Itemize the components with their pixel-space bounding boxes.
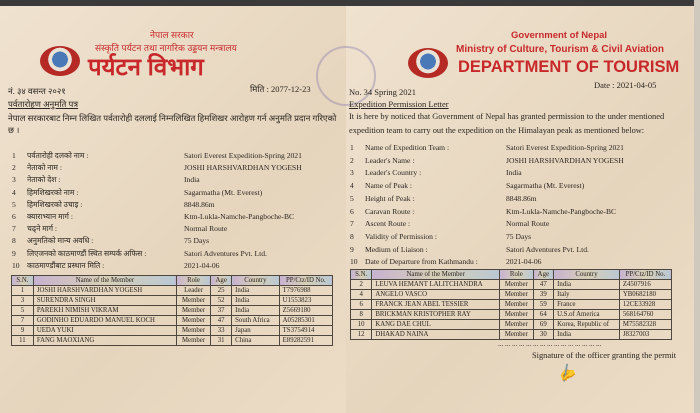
signature-handwriting: ✍ — [554, 362, 579, 386]
ministry-np: संस्कृति पर्यटन तथा नागरिक उड्डयन मन्त्रालय — [95, 43, 237, 53]
column-header: S.N. — [12, 276, 34, 286]
table-row — [12, 326, 333, 336]
table-cell: U1553823 — [279, 296, 332, 306]
detail-number: 4 — [350, 181, 354, 191]
column-header: Role — [176, 276, 210, 286]
table-cell: 7 — [12, 316, 34, 326]
members-table-left — [11, 275, 333, 346]
column-header: Name of the Member — [33, 276, 176, 286]
table-cell: 1 — [12, 286, 34, 296]
table-cell: India — [232, 306, 279, 316]
table-cell: Member — [176, 296, 210, 306]
table-cell: 30 — [533, 330, 553, 340]
table-cell: Leader — [176, 286, 210, 296]
detail-number: 9 — [350, 244, 354, 254]
detail-value: India — [506, 168, 522, 178]
dept-title-np: पर्यटन विभाग — [88, 54, 204, 81]
detail-label: पर्वतारोही दलको नाम : — [27, 151, 89, 160]
table-header — [351, 270, 672, 280]
detail-value: India — [184, 175, 200, 185]
table-cell: 52 — [211, 296, 232, 306]
table-cell: 6 — [351, 300, 372, 310]
table-cell: Korea, Republic of — [554, 320, 620, 330]
table-cell: J8327003 — [619, 330, 671, 340]
column-header: PP/Ctz/ID No. — [619, 270, 671, 280]
column-header: Name of the Member — [372, 270, 500, 280]
column-header: Age — [533, 270, 553, 280]
detail-label: हिमशिखरको नाम : — [27, 187, 79, 197]
signature-line: ... ... ... ... ... ... ... ... ... ... ... ... ... ... ... — [498, 340, 602, 348]
table-cell: A05285301 — [279, 316, 332, 326]
table-cell: U.S.of America — [554, 310, 620, 320]
table-cell: Japan — [232, 326, 279, 336]
detail-number: 9 — [12, 248, 16, 258]
detail-value: 8848.86m — [506, 193, 537, 203]
table-cell: 37 — [211, 306, 232, 316]
detail-label: Leader's Country : — [365, 168, 422, 178]
detail-label: Validity of Permission : — [365, 231, 437, 241]
table-cell: China — [232, 336, 279, 346]
detail-label: नेताको नाम : — [27, 163, 62, 173]
detail-label: लिएजनको काठमाण्डौं स्थित सम्पर्क अफिस : — [27, 248, 147, 258]
table-cell: SURENDRA SINGH — [33, 296, 176, 306]
detail-number: 7 — [12, 224, 16, 234]
table-cell: GODINHO EDUARDO MANUEL KOCH — [33, 316, 176, 326]
table-cell: 64 — [533, 310, 553, 320]
detail-label: Leader's Name : — [365, 155, 415, 165]
detail-number: 3 — [12, 175, 16, 185]
table-cell: KANG DAE CHUL — [372, 320, 500, 330]
table-cell: 12CE33928 — [619, 300, 671, 310]
detail-value: Normal Route — [506, 219, 550, 229]
table-cell: 25 — [211, 286, 232, 296]
table-row — [351, 320, 672, 330]
nepal-emblem-icon — [40, 46, 80, 76]
table-cell: Member — [500, 290, 534, 300]
table-cell: LEUVA HEMANT LALITCHANDRA — [372, 280, 500, 290]
detail-value: 2021-04-06 — [506, 257, 542, 267]
table-cell: 12 — [351, 330, 372, 340]
column-header: Country — [554, 270, 620, 280]
table-cell: 11 — [12, 336, 34, 346]
table-cell: YB0682180 — [619, 290, 671, 300]
detail-value: Satori Everest Expedition-Spring 2021 — [506, 143, 624, 152]
table-cell: South Africa — [232, 316, 279, 326]
table-cell: JOSHI HARSHVARDHAN YOGESH — [33, 286, 176, 296]
ref-no-en: No. 34 Spring 2021 — [349, 87, 417, 97]
detail-number: 5 — [350, 193, 354, 203]
gov-title-en: Government of Nepal — [511, 30, 608, 41]
detail-number: 8 — [350, 231, 354, 241]
detail-number: 10 — [12, 260, 20, 270]
table-cell: India — [554, 280, 620, 290]
detail-label: नेताको देश : — [27, 175, 61, 185]
detail-value: JOSHI HARSHVARDHAN YOGESH — [184, 163, 302, 173]
table-cell: India — [232, 296, 279, 306]
detail-label: Caravan Route : — [365, 206, 415, 216]
table-cell: 8 — [351, 310, 372, 320]
gov-title-np: नेपाल सरकार — [150, 30, 194, 40]
stamp-icon — [316, 46, 376, 106]
date-np: मिति : 2077-12-23 — [250, 84, 311, 94]
signature-label: Signature of the officer granting the permit — [532, 351, 677, 360]
table-cell: India — [232, 286, 279, 296]
table-cell: Member — [176, 336, 210, 346]
detail-number: 8 — [12, 236, 16, 246]
table-cell: 2 — [351, 280, 372, 290]
detail-number: 4 — [12, 187, 16, 197]
table-cell: Z4507916 — [619, 280, 671, 290]
table-row — [12, 296, 333, 306]
table-cell: FRANCK JEAN ABEL TESSIER — [372, 300, 500, 310]
column-header: Role — [500, 270, 534, 280]
table-cell: Z5669180 — [279, 306, 332, 316]
table-cell: 568164760 — [619, 310, 671, 320]
ministry-en: Ministry of Culture, Tourism & Civil Aviation — [456, 44, 664, 55]
detail-label: अनुमतिको मान्य अवधि : — [27, 236, 94, 246]
detail-number: 2 — [350, 155, 354, 165]
detail-number: 1 — [12, 151, 16, 160]
detail-number: 3 — [350, 168, 354, 178]
table-cell: DHAKAD NAINA — [372, 330, 500, 340]
table-cell: 31 — [211, 336, 232, 346]
detail-value: Satori Adventures Pvt. Ltd. — [184, 248, 267, 258]
detail-label: हिमशिखरको उचाइ : — [27, 199, 83, 209]
table-row — [12, 336, 333, 346]
table-row — [12, 306, 333, 316]
detail-value: Ktm-Lukla-Namche-Pangboche-BC — [506, 206, 617, 216]
detail-number: 1 — [350, 143, 354, 152]
table-cell: 9 — [12, 326, 34, 336]
detail-value: Sagarmatha (Mt. Everest) — [184, 187, 263, 197]
para-en-1: It is here by noticed that Government of Nepal has granted permission to the under mentioned — [349, 112, 665, 121]
table-cell: Member — [500, 320, 534, 330]
table-cell: 33 — [211, 326, 232, 336]
detail-value: Normal Route — [184, 224, 228, 234]
table-cell: Member — [500, 310, 534, 320]
table-cell: PAREKH NIMISH VIKRAM — [33, 306, 176, 316]
table-cell: FANG MAOXIANG — [33, 336, 176, 346]
table-cell: 47 — [533, 280, 553, 290]
detail-label: Medium of Liaison : — [365, 244, 428, 254]
table-cell: 39 — [533, 290, 553, 300]
table-cell: India — [554, 330, 620, 340]
nepal-emblem-icon — [408, 48, 448, 78]
table-cell: France — [554, 300, 620, 310]
table-cell: 10 — [351, 320, 372, 330]
column-header: Age — [211, 276, 232, 286]
date-en: Date : 2021-04-05 — [594, 80, 657, 90]
detail-number: 2 — [12, 163, 16, 173]
subject-np: पर्वतारोहण अनुमति पत्र — [8, 99, 79, 109]
table-cell: Member — [500, 300, 534, 310]
english-permit — [346, 6, 694, 413]
detail-value: 75 Days — [506, 231, 532, 241]
table-cell: E89282591 — [279, 336, 332, 346]
column-header: PP/Ctz/ID No. — [279, 276, 332, 286]
right-border — [694, 0, 700, 413]
detail-number: 5 — [12, 199, 16, 209]
detail-value: JOSHI HARSHVARDHAN YOGESH — [506, 155, 624, 165]
detail-label: क्याराभ्यान मार्ग : — [27, 212, 73, 221]
table-cell: Italy — [554, 290, 620, 300]
table-row — [12, 286, 333, 296]
detail-value: 2021-04-06 — [184, 260, 220, 270]
detail-label: Name of Peak : — [365, 181, 413, 191]
table-cell: Member — [176, 316, 210, 326]
detail-number: 10 — [350, 257, 358, 267]
table-row — [351, 290, 672, 300]
table-cell: 5 — [12, 306, 34, 316]
table-cell: 69 — [533, 320, 553, 330]
table-cell: Member — [176, 326, 210, 336]
table-cell: BRICKMAN KRISTOPHER RAY — [372, 310, 500, 320]
table-row — [351, 300, 672, 310]
table-cell: Member — [500, 280, 534, 290]
para-np: नेपाल सरकारबाट निम्न लिखित पर्वतारोही दललाई निम्नलिखित हिमशिखर आरोहण गर्न अनुमति प्रदान गरिएको छ । — [8, 113, 337, 135]
column-header: S.N. — [351, 270, 372, 280]
table-cell: ANGELO VASCO — [372, 290, 500, 300]
table-cell: 3 — [12, 296, 34, 306]
detail-label: Name of Expedition Team : — [365, 143, 450, 152]
subject-en: Expedition Permission Letter — [349, 99, 449, 109]
table-cell: M75582328 — [619, 320, 671, 330]
detail-number: 6 — [12, 212, 16, 221]
table-cell: 59 — [533, 300, 553, 310]
detail-label: Ascent Route : — [365, 219, 411, 229]
detail-label: काठमाण्डौंबाट प्रस्थान मिति : — [27, 260, 105, 270]
detail-value: Satori Adventures Pvt. Ltd. — [506, 244, 589, 254]
table-row — [351, 280, 672, 290]
table-cell: Member — [500, 330, 534, 340]
column-header: Country — [232, 276, 279, 286]
detail-number: 7 — [350, 219, 354, 229]
detail-value: Sagarmatha (Mt. Everest) — [506, 181, 585, 191]
dept-title-en: DEPARTMENT OF TOURISM — [458, 58, 680, 76]
table-cell: Member — [176, 306, 210, 316]
table-cell: T7976988 — [279, 286, 332, 296]
table-header — [12, 276, 333, 286]
table-cell: TS3754914 — [279, 326, 332, 336]
detail-label: चढ्ने मार्ग : — [27, 224, 58, 234]
table-row — [12, 316, 333, 326]
table-row — [351, 330, 672, 340]
detail-label: Date of Departure from Kathmandu : — [365, 257, 478, 267]
detail-label: Height of Peak : — [365, 193, 415, 203]
detail-value: Ktm-Lukla-Namche-Pangboche-BC — [184, 212, 295, 221]
detail-value: 75 Days — [184, 236, 210, 246]
detail-number: 6 — [350, 206, 354, 216]
ref-no-np: नं. ३४ वसन्त २०२१ — [8, 86, 66, 96]
table-row — [351, 310, 672, 320]
detail-value: Satori Everest Expedition-Spring 2021 — [184, 151, 302, 160]
members-table-right — [350, 269, 672, 340]
nepali-permit — [0, 6, 346, 413]
table-cell: 47 — [211, 316, 232, 326]
para-en-2: expedition team to carry out the expedition on the Himalayan peak as mentioned below: — [349, 126, 645, 135]
detail-value: 8848.86m — [184, 199, 215, 209]
table-cell: 4 — [351, 290, 372, 300]
table-cell: UEDA YUKI — [33, 326, 176, 336]
